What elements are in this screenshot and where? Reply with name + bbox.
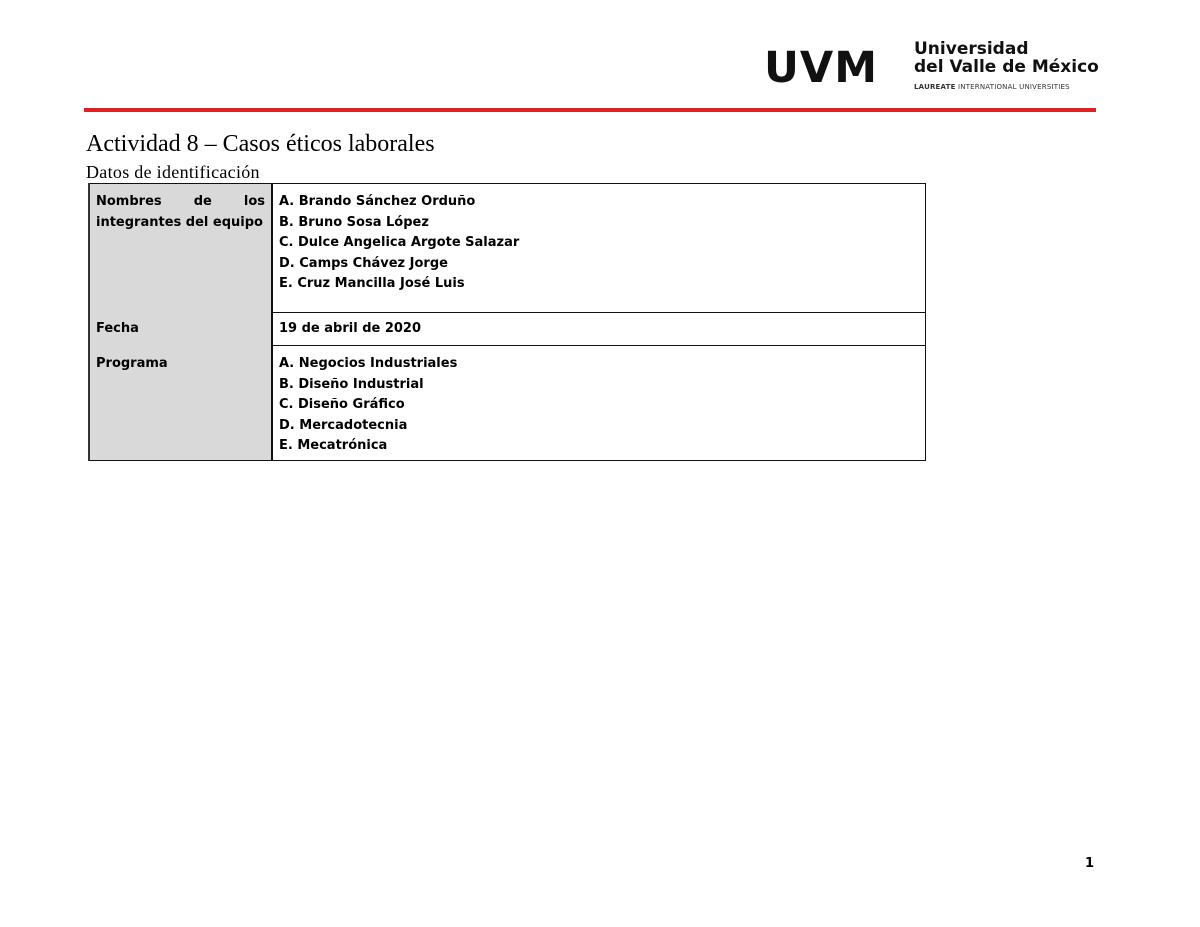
team-label-line1	[96, 192, 265, 213]
programa-item: A. Negocios Industriales	[279, 356, 458, 371]
team-label-word: los	[243, 194, 265, 209]
table-row-programa	[89, 346, 926, 461]
fecha-label-cell	[89, 313, 272, 346]
team-label-word: Nombres	[96, 194, 162, 209]
table-row-fecha	[89, 313, 926, 346]
team-member: B. Bruno Sosa López	[279, 214, 429, 230]
team-member: E. Cruz Mancilla José Luis	[279, 276, 465, 291]
logo-tag-bold: LAUREATE	[914, 83, 956, 91]
logo-name-line2: del Valle de México	[914, 57, 1099, 77]
programa-item: D. Mercadotecnia	[279, 417, 408, 433]
logo-name-line1: Universidad	[914, 39, 1029, 59]
programa-items-cell	[272, 346, 926, 461]
logo-tag-rest: INTERNATIONAL UNIVERSITIES	[955, 83, 1070, 91]
programa-label: Programa	[96, 355, 168, 371]
team-label-cell	[89, 184, 272, 313]
programa-item: C. Diseño Gráfico	[279, 397, 405, 412]
team-members-cell	[272, 184, 926, 313]
team-member: C. Dulce Angelica Argote Salazar	[279, 235, 520, 250]
programa-item: B. Diseño Industrial	[279, 376, 424, 392]
team-label-word: de	[193, 194, 212, 209]
table-row-team	[89, 184, 926, 313]
fecha-label: Fecha	[96, 320, 139, 336]
team-label-line2: integrantes del equipo	[96, 214, 263, 230]
header-divider	[84, 108, 1096, 112]
identification-table	[88, 183, 926, 461]
programa-label-cell	[89, 346, 272, 461]
team-member: D. Camps Chávez Jorge	[279, 255, 448, 271]
fecha-value-cell	[272, 313, 926, 346]
team-member: A. Brando Sánchez Orduño	[279, 194, 476, 209]
logo-tagline	[914, 81, 1099, 93]
page-number: 1	[1085, 856, 1095, 871]
document-title: Actividad 8 – Casos éticos laborales	[86, 131, 435, 157]
programa-item: E. Mecatrónica	[279, 438, 388, 453]
logo-wordmark	[914, 40, 1099, 93]
section-subtitle: Datos de identificación	[86, 162, 260, 182]
fecha-value: 19 de abril de 2020	[279, 321, 422, 336]
logo-mark: UVM	[764, 43, 878, 93]
